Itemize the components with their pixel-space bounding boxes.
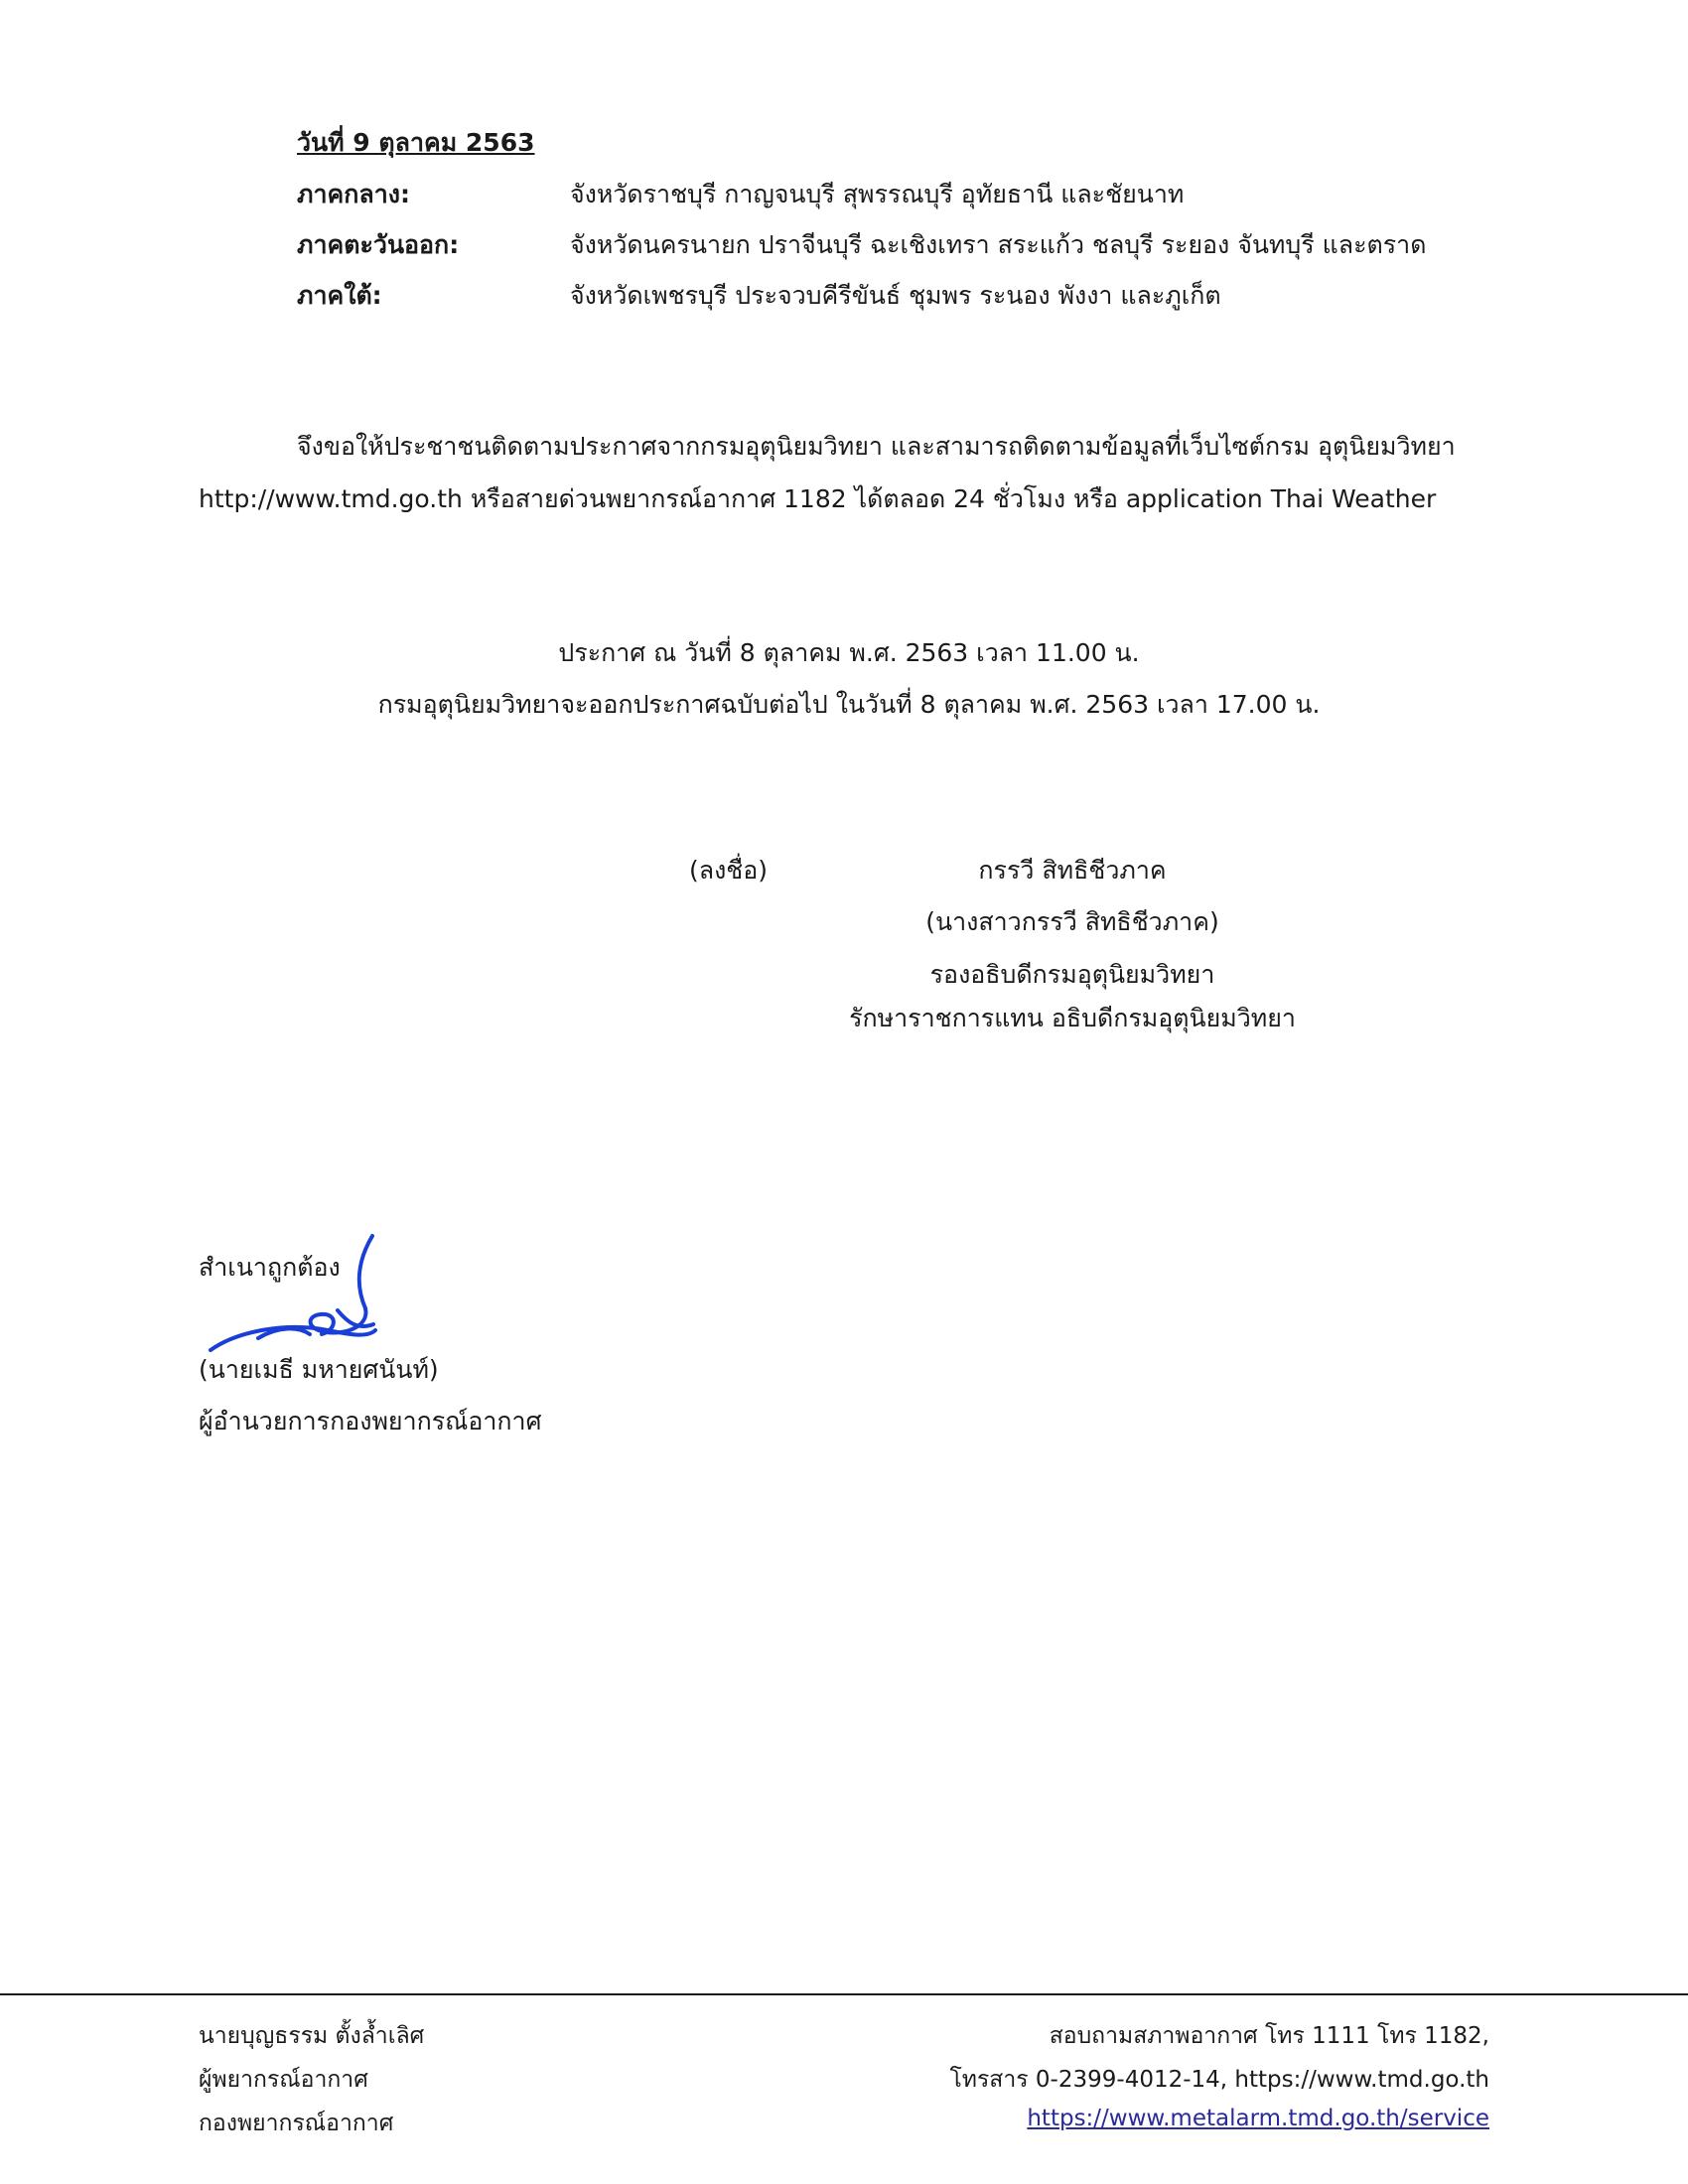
- signed-label: (ลงชื่อ): [689, 856, 769, 885]
- handwritten-signature: [199, 1231, 397, 1370]
- footer-forecaster-name: นายบุญธรรม ตั้งล้ำเลิศ: [199, 2023, 425, 2049]
- signatory-position-1: รองอธิบดีกรมอุตุนิยมวิทยา: [929, 960, 1215, 989]
- region-label-central: ภาคกลาง:: [297, 180, 410, 208]
- region-value-south: จังหวัดเพชรบุรี ประจวบคีรีขันธ์ ชุมพร ระนอง พังงา และภูเก็ต: [570, 281, 1221, 310]
- announcement-issued: ประกาศ ณ วันที่ 8 ตุลาคม พ.ศ. 2563 เวลา 11.00 น.: [558, 638, 1140, 667]
- signatory-position-2: รักษาราชการแทน อธิบดีกรมอุตุนิยมวิทยา: [849, 1004, 1296, 1032]
- region-value-east: จังหวัดนครนายก ปราจีนบุรี ฉะเชิงเทรา สระแก้ว ชลบุรี ระยอง จันทบุรี และตราด: [570, 230, 1427, 259]
- footer-contact-fax: โทรสาร 0-2399-4012-14, https://www.tmd.go.th: [949, 2067, 1489, 2093]
- footer-contact-phone: สอบถามสภาพอากาศ โทร 1111 โทร 1182,: [1049, 2023, 1489, 2049]
- region-label-south: ภาคใต้:: [297, 281, 382, 310]
- date-heading: วันที่ 9 ตุลาคม 2563: [297, 128, 535, 157]
- signatory-full-name: (นางสาวกรรวี สิทธิชีวภาค): [925, 907, 1219, 936]
- region-label-east: ภาคตะวันออก:: [297, 230, 460, 259]
- announcement-next: กรมอุตุนิยมวิทยาจะออกประกาศฉบับต่อไป ในวันที่ 8 ตุลาคม พ.ศ. 2563 เวลา 17.00 น.: [377, 690, 1321, 719]
- signed-name: กรรวี สิทธิชีวภาค: [978, 856, 1167, 885]
- certified-name: (นายเมธี มหายศนันท์): [199, 1355, 439, 1384]
- notice-line-2: http://www.tmd.go.th หรือสายด่วนพยากรณ์อากาศ 1182 ได้ตลอด 24 ชั่วโมง หรือ application Thai Weather: [199, 484, 1437, 513]
- certified-label: สำเนาถูกต้อง: [199, 1253, 341, 1282]
- footer-service-link[interactable]: https://www.metalarm.tmd.go.th/service: [1027, 2106, 1489, 2131]
- footer-divider: [0, 1993, 1688, 1995]
- certified-position: ผู้อำนวยการกองพยากรณ์อากาศ: [199, 1407, 542, 1435]
- footer-forecaster-title: ผู้พยากรณ์อากาศ: [199, 2067, 368, 2093]
- notice-line-1: จึงขอให้ประชาชนติดตามประกาศจากกรมอุตุนิยมวิทยา และสามารถติดตามข้อมูลที่เว็บไซต์กรม อุตุนิยมวิทยา: [297, 432, 1456, 461]
- footer-division: กองพยากรณ์อากาศ: [199, 2111, 394, 2136]
- region-value-central: จังหวัดราชบุรี กาญจนบุรี สุพรรณบุรี อุทัยธานี และชัยนาท: [570, 180, 1185, 208]
